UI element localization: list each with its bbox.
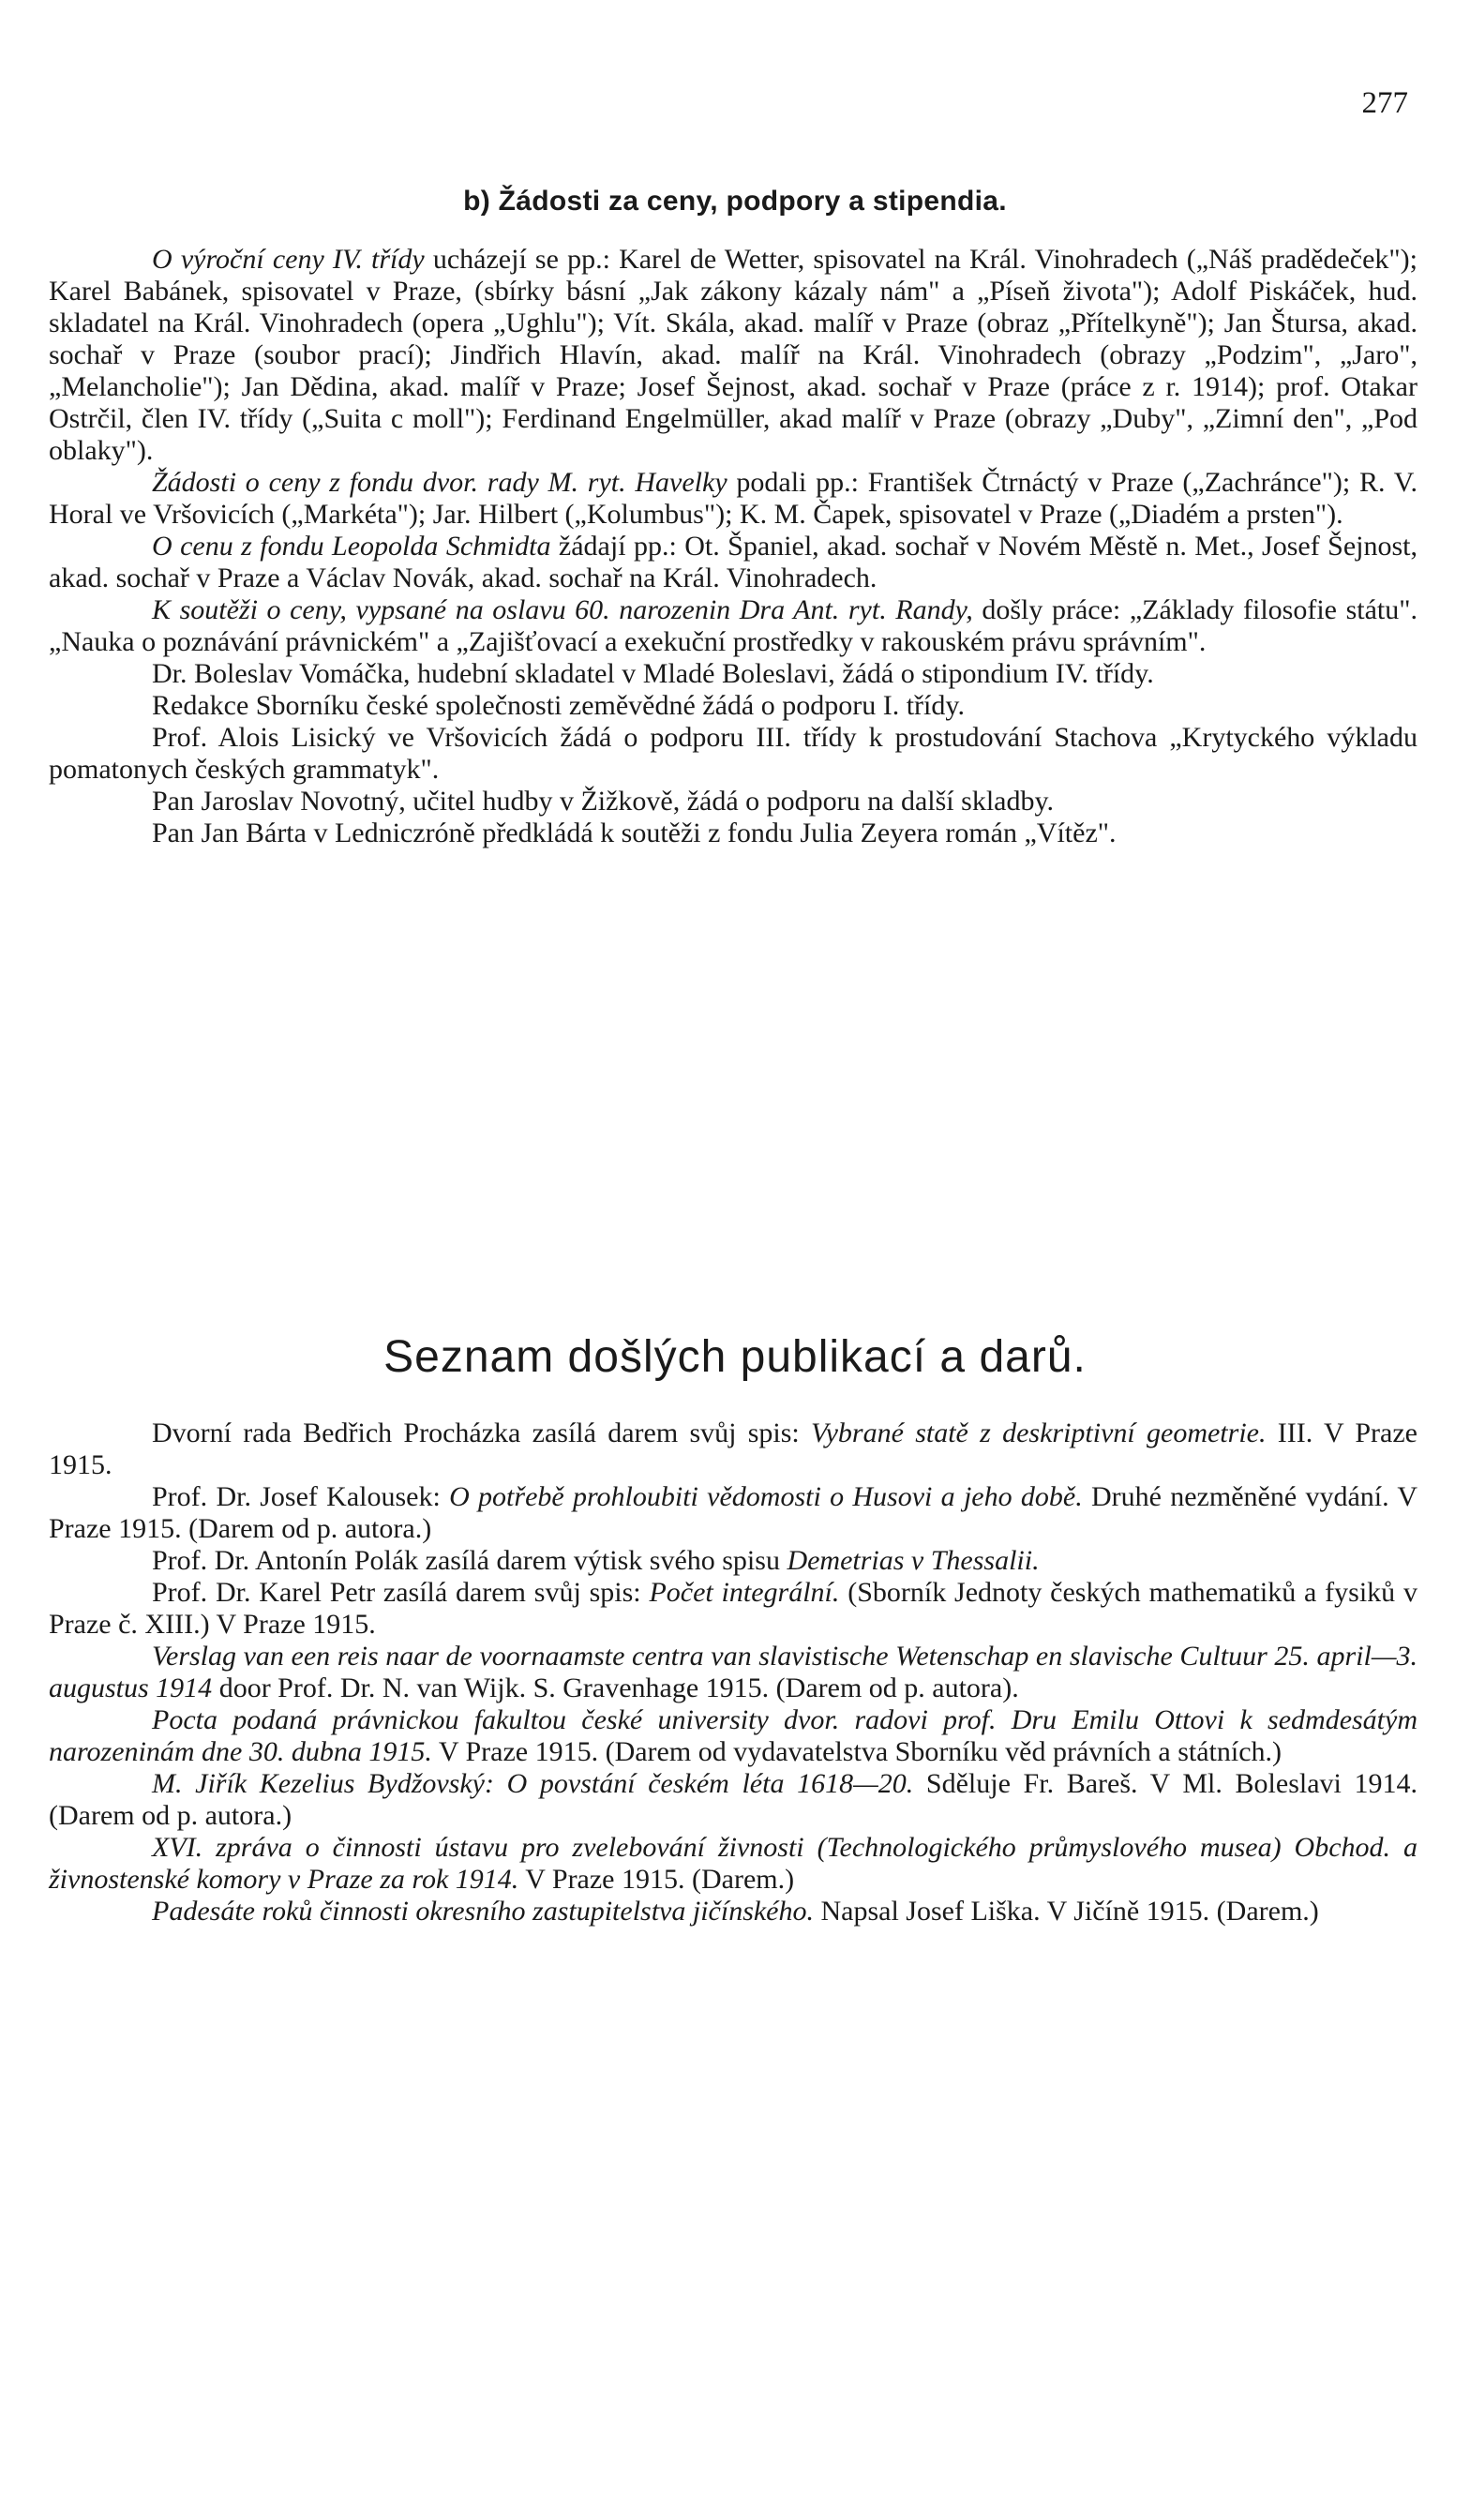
entry-prefix: Dvorní rada Bedřich Procházka zasílá darem svůj spis: bbox=[152, 1418, 812, 1448]
publication-entry bbox=[49, 1545, 1418, 1577]
entry-title: Verslag van een reis naar de voornaamste centra van slavistische Wetenschap en slavische Cultuur 25. april—3. augustus 1914 bbox=[49, 1641, 1418, 1703]
paragraph-text: Pan Jan Bárta v Ledniczróně předkládá k soutěži z fondu Julia Zeyera román „Vítěz". bbox=[152, 818, 1117, 848]
entry-title: Pocta podaná právnickou fakultou české university dvor. radovi prof. Dru Emilu Ottovi k sedmdesátým narozeninám dne 30. dubna 1915. bbox=[49, 1704, 1418, 1767]
paragraph-lisicky bbox=[49, 722, 1418, 786]
publications-title: Seznam došlých publikací a darů. bbox=[383, 1332, 1087, 1382]
paragraph-randa-competition bbox=[49, 594, 1418, 658]
publication-entry bbox=[49, 1641, 1418, 1704]
paragraph-barta bbox=[49, 818, 1418, 849]
entry-suffix: V Praze 1915. (Darem od vydavatelstva Sborníku věd právních a státních.) bbox=[431, 1736, 1282, 1767]
paragraph-annual-prizes bbox=[49, 244, 1418, 467]
paragraph-text: došly práce: „Základy filosofie státu". „Nauka o poznávání právnickém" a „Zajišťovací a exekuční prostředky v rakouském právu správním". bbox=[49, 594, 1418, 657]
paragraph-text: podali pp.: František Čtrnáctý v Praze („Zachránce"); R. V. Horal ve Vršovicích („Markéta"); Jar. Hilbert („Kolumbus"); K. M. Čapek, spisovatel v Praze („Diadém a prsten"). bbox=[49, 467, 1418, 530]
paragraph-text: Redakce Sborníku české společnosti zeměvědné žádá o podporu I. třídy. bbox=[152, 690, 965, 721]
entry-title: Vybrané statě z deskriptivní geometrie. bbox=[811, 1418, 1267, 1448]
paragraph-text: Dr. Boleslav Vomáčka, hudební skladatel v Mladé Boleslavi, žádá o stipondium IV. třídy. bbox=[152, 658, 1154, 689]
paragraph-lead: K soutěži o ceny, vypsané na oslavu 60. narozenin Dra Ant. ryt. Randy, bbox=[152, 594, 973, 625]
entry-suffix: III. V Praze 1915. bbox=[49, 1418, 1418, 1480]
publication-entry bbox=[49, 1418, 1418, 1481]
entry-title: XVI. zpráva o činnosti ústavu pro zvelebování živnosti (Technologického průmyslového musea) Obchod. a živnostenské komory v Praze za rok 1914. bbox=[49, 1832, 1418, 1895]
paragraph-text: ucházejí se pp.: Karel de Wetter, spisovatel na Král. Vinohradech („Náš pradědeček"); Karel Babánek, spisovatel v Praze, (sbírky básní „Jak zákony kázaly nám" a „Píseň života"); Adolf Piskáček, hud. skladatel na Král. Vinohradech (opera „Ughlu"); Vít. Skála, akad. malíř v Praze (obraz „Přítelkyně"); Jan Štursa, akad. sochař v Praze (soubor prací); Jindřich Hlavín, akad. malíř na Král. Vinohradech (obrazy „Podzim", „Jaro", „Melancholie"); Jan Dědina, akad. malíř v Praze; Josef Šejnost, akad. sochař v Praze (práce z r. 1914); prof. Otakar Ostrčil, člen IV. třídy („Suita c moll"); Ferdinand Engelmüller, akad malíř v Praze (obrazy „Duby", „Zimní den", „Pod oblaky"). bbox=[49, 244, 1418, 466]
publication-entry bbox=[49, 1481, 1418, 1545]
publications-list bbox=[49, 1418, 1418, 1928]
paragraph-lead: O cenu z fondu Leopolda Schmidta bbox=[152, 531, 551, 562]
paragraph-text: Pan Jaroslav Novotný, učitel hudby v Žižkově, žádá o podporu na další skladby. bbox=[152, 786, 1055, 817]
paragraph-text: Prof. Alois Lisický ve Vršovicích žádá o podporu III. třídy k prostudování Stachova „Krytyckého výkladu pomatonych českých grammatyk". bbox=[49, 722, 1418, 785]
paragraph-schmidt-fund bbox=[49, 531, 1418, 594]
entry-suffix: Napsal Josef Liška. V Jičíně 1915. (Darem.) bbox=[814, 1896, 1319, 1927]
entry-prefix: Prof. Dr. Karel Petr zasílá darem svůj spis: bbox=[152, 1577, 650, 1608]
entry-title: Padesáte roků činnosti okresního zastupitelstva jičínského. bbox=[152, 1896, 814, 1927]
entry-suffix: V Praze 1915. (Darem.) bbox=[518, 1864, 795, 1895]
entry-title: M. Jiřík Kezelius Bydžovský: O povstání českém léta 1618—20. bbox=[152, 1768, 914, 1799]
entry-title: Počet integrální. bbox=[649, 1577, 840, 1608]
paragraph-sbornik bbox=[49, 690, 1418, 722]
entry-suffix: Sděluje Fr. Bareš. V Ml. Boleslavi 1914. (Darem od p. autora.) bbox=[49, 1768, 1418, 1831]
requests-section bbox=[49, 244, 1418, 849]
entry-suffix: (Sborník Jednoty českých mathematiků a fysiků v Praze č. XIII.) V Praze 1915. bbox=[49, 1577, 1418, 1640]
publication-entry bbox=[49, 1832, 1418, 1896]
section-heading: b) Žádosti za ceny, podpory a stipendia. bbox=[463, 186, 1007, 217]
entry-title: O potřebě prohloubiti vědomosti o Husovi a jeho době. bbox=[449, 1481, 1083, 1512]
publication-entry bbox=[49, 1768, 1418, 1832]
publication-entry bbox=[49, 1704, 1418, 1768]
paragraph-lead: O výroční ceny IV. třídy bbox=[152, 244, 425, 275]
publication-entry bbox=[49, 1896, 1418, 1928]
entry-prefix: Prof. Dr. Antonín Polák zasílá darem výtisk svého spisu bbox=[152, 1545, 788, 1576]
paragraph-vomacka bbox=[49, 658, 1418, 690]
paragraph-novotny bbox=[49, 786, 1418, 818]
page-number: 277 bbox=[1361, 86, 1408, 120]
paragraph-lead: Žádosti o ceny z fondu dvor. rady M. ryt. Havelky bbox=[152, 467, 728, 498]
paragraph-havelka-fund bbox=[49, 467, 1418, 531]
publication-entry bbox=[49, 1577, 1418, 1641]
paragraph-text: žádají pp.: Ot. Španiel, akad. sochař v Novém Městě n. Met., Josef Šejnost, akad. sochař v Praze a Václav Novák, akad. sochař na Král. Vinohradech. bbox=[49, 531, 1418, 593]
entry-suffix: door Prof. Dr. N. van Wijk. S. Gravenhage 1915. (Darem od p. autora). bbox=[212, 1672, 1019, 1703]
entry-title: Demetrias v Thessalii. bbox=[787, 1545, 1040, 1576]
entry-prefix: Prof. Dr. Josef Kalousek: bbox=[152, 1481, 450, 1512]
entry-suffix: Druhé nezměněné vydání. V Praze 1915. (Darem od p. autora.) bbox=[49, 1481, 1418, 1544]
